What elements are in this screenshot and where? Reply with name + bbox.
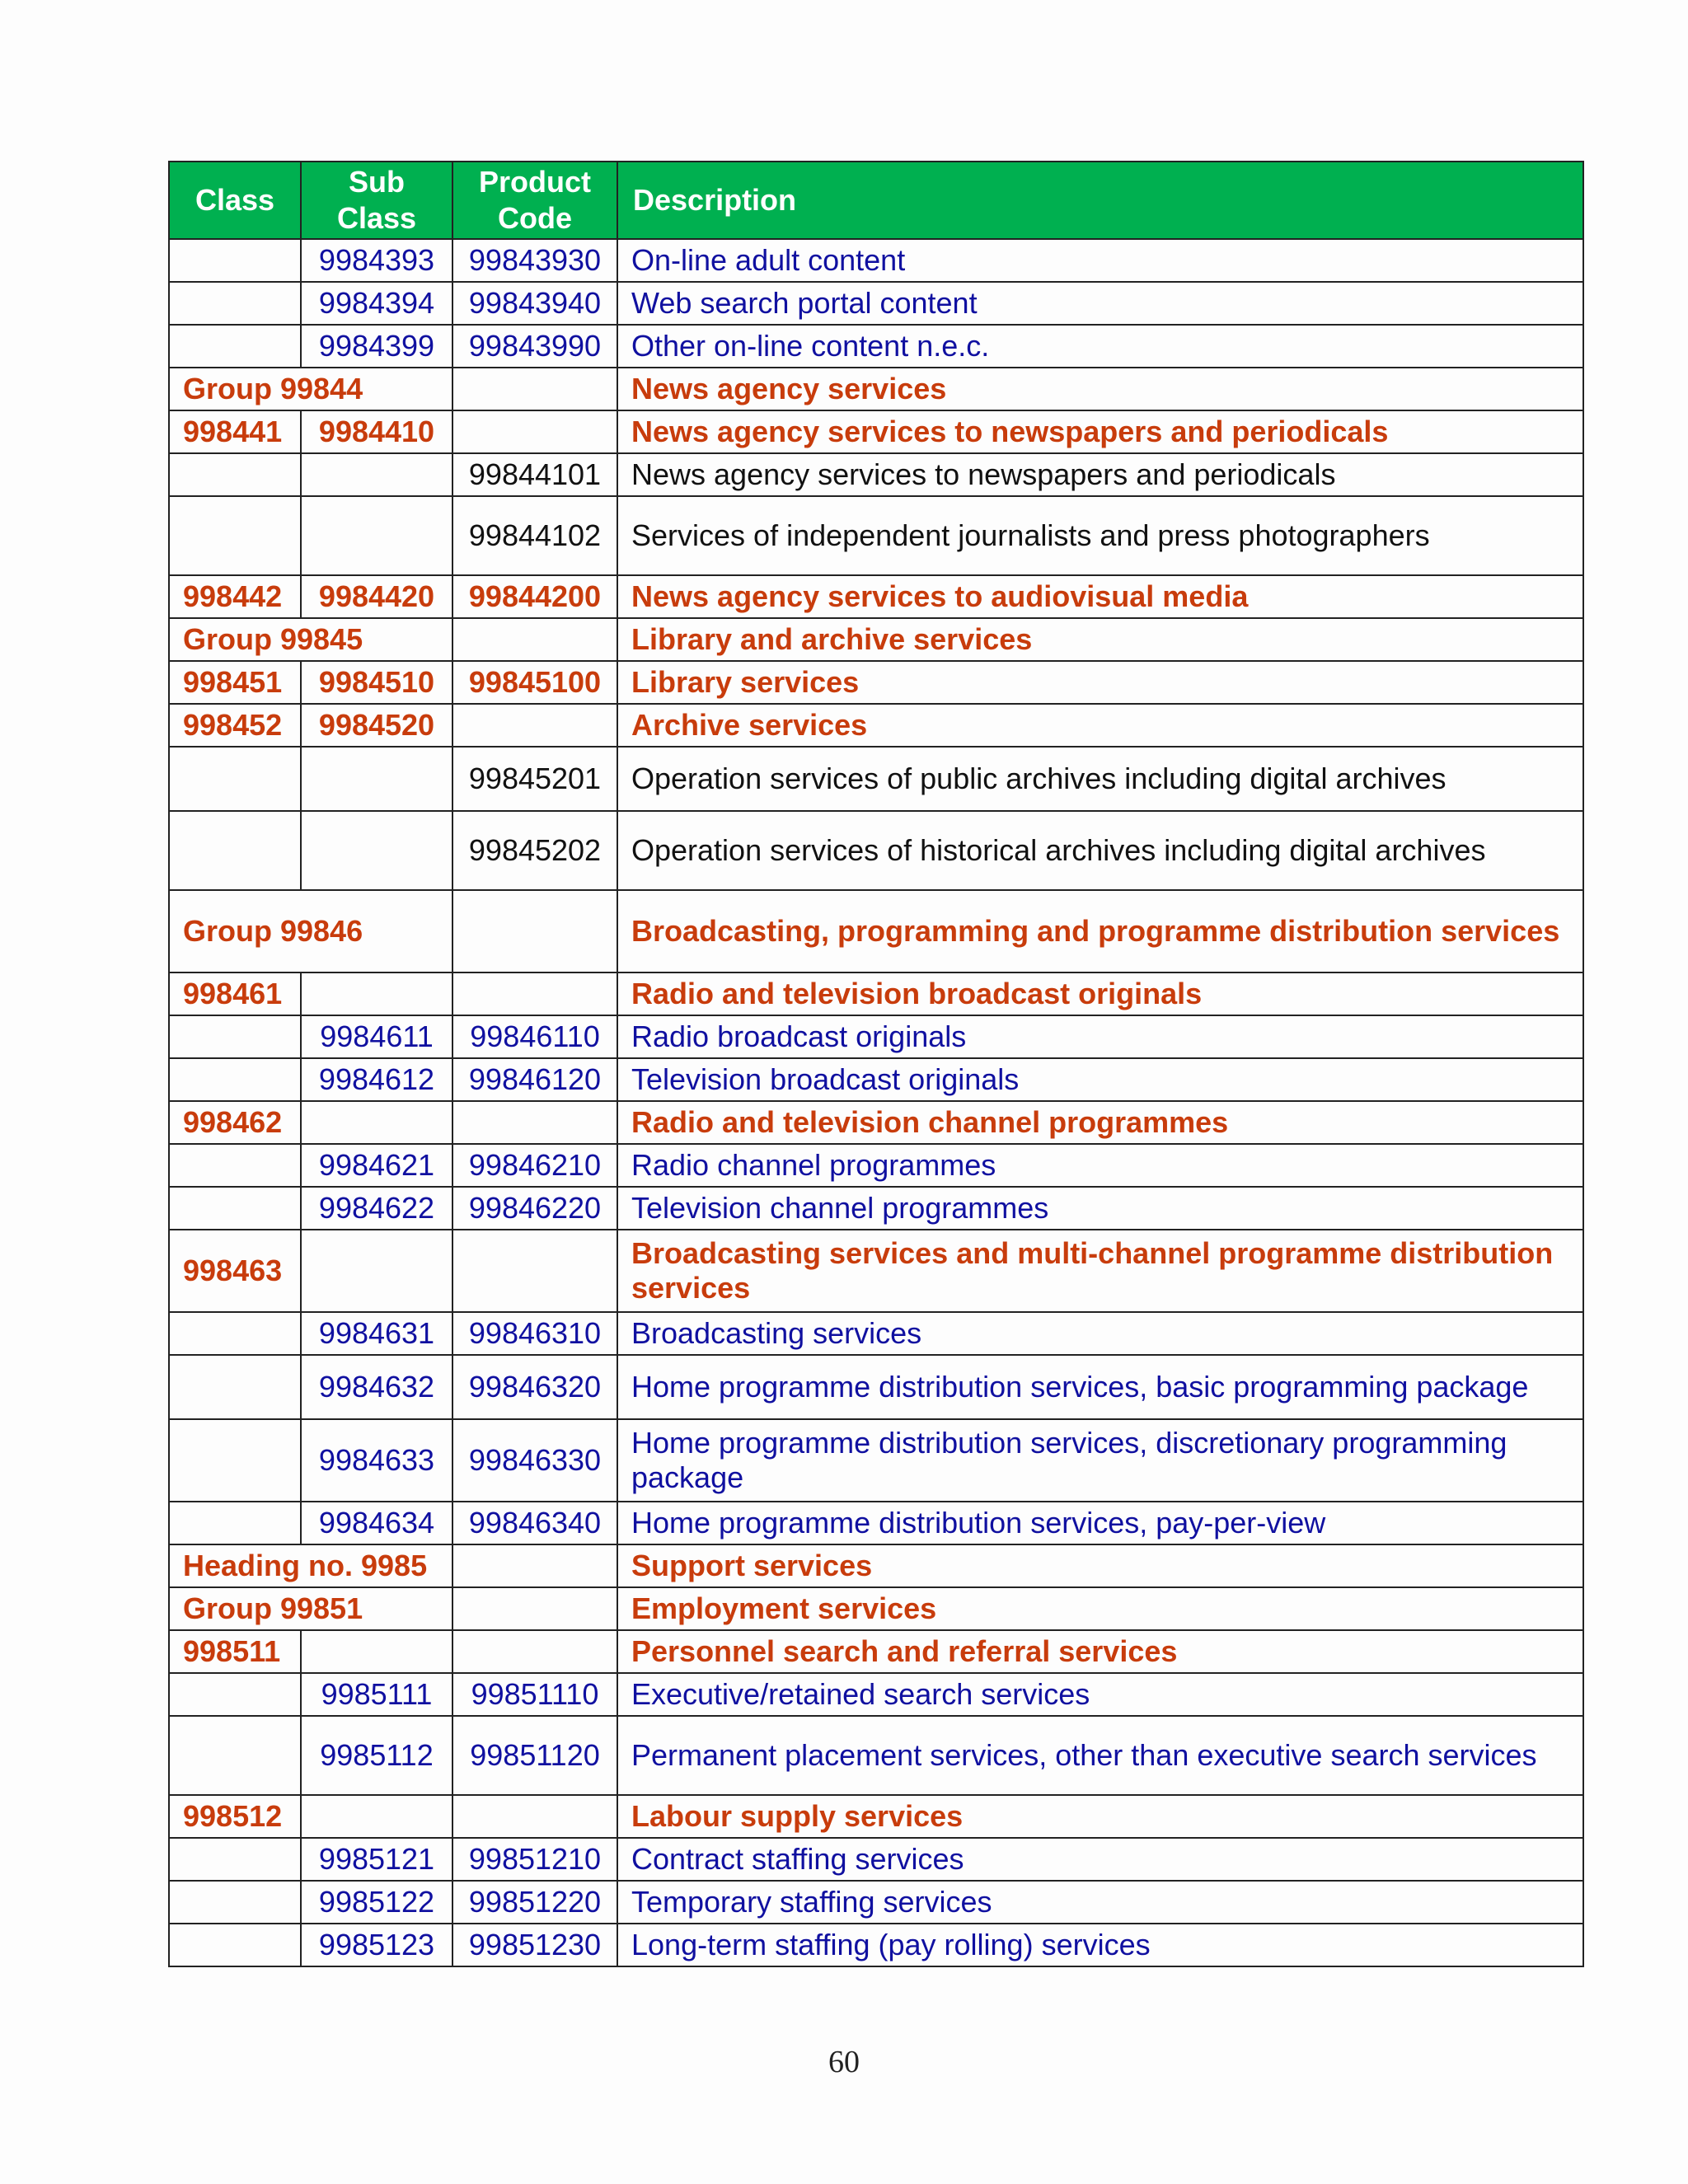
header-sub-class: Sub Class xyxy=(301,162,452,239)
cell-class: 998452 xyxy=(169,704,301,747)
cell-product-code xyxy=(452,1795,617,1838)
table-row xyxy=(169,1144,1583,1187)
table-row xyxy=(169,410,1583,453)
table-row xyxy=(169,1015,1583,1058)
cell-class xyxy=(169,282,301,325)
table-row xyxy=(169,239,1583,282)
cell-product-code: 99851210 xyxy=(452,1838,617,1881)
table-row xyxy=(169,575,1583,618)
table-row xyxy=(169,747,1583,811)
cell-sub-class: 9984621 xyxy=(301,1144,452,1187)
cell-class xyxy=(169,1187,301,1230)
cell-product-code: 99846330 xyxy=(452,1419,617,1502)
cell-class xyxy=(169,325,301,368)
cell-description: Broadcasting services xyxy=(617,1312,1583,1355)
cell-sub-class: 9984633 xyxy=(301,1419,452,1502)
table-row xyxy=(169,1355,1583,1419)
cell-product-code: 99843930 xyxy=(452,239,617,282)
cell-product-code xyxy=(452,890,617,972)
cell-sub-class: 9984634 xyxy=(301,1502,452,1544)
cell-product-code xyxy=(452,972,617,1015)
table-row xyxy=(169,1924,1583,1966)
cell-product-code xyxy=(452,1544,617,1587)
table-row xyxy=(169,618,1583,661)
cell-product-code xyxy=(452,704,617,747)
table-row xyxy=(169,661,1583,704)
cell-product-code: 99845100 xyxy=(452,661,617,704)
cell-description: Personnel search and referral services xyxy=(617,1630,1583,1673)
table-row xyxy=(169,1673,1583,1716)
cell-class xyxy=(169,1502,301,1544)
cell-class: 998441 xyxy=(169,410,301,453)
cell-product-code: 99846320 xyxy=(452,1355,617,1419)
cell-class: 998462 xyxy=(169,1101,301,1144)
table-row xyxy=(169,282,1583,325)
table-row xyxy=(169,890,1583,972)
cell-sub-class: 9985121 xyxy=(301,1838,452,1881)
cell-description: Permanent placement services, other than executive search services xyxy=(617,1716,1583,1795)
table-row xyxy=(169,1795,1583,1838)
cell-class xyxy=(169,1924,301,1966)
cell-sub-class xyxy=(301,1230,452,1312)
cell-group-label: Group 99846 xyxy=(169,890,452,972)
cell-sub-class: 9984393 xyxy=(301,239,452,282)
cell-description: Temporary staffing services xyxy=(617,1881,1583,1924)
cell-description: News agency services to audiovisual media xyxy=(617,575,1583,618)
cell-product-code xyxy=(452,1587,617,1630)
table-row xyxy=(169,1187,1583,1230)
cell-product-code xyxy=(452,1101,617,1144)
cell-description: Broadcasting, programming and programme distribution services xyxy=(617,890,1583,972)
cell-description: Support services xyxy=(617,1544,1583,1587)
cell-product-code: 99846310 xyxy=(452,1312,617,1355)
table-row xyxy=(169,1502,1583,1544)
cell-sub-class: 9984612 xyxy=(301,1058,452,1101)
cell-class xyxy=(169,811,301,890)
cell-description: News agency services xyxy=(617,368,1583,410)
cell-description: Contract staffing services xyxy=(617,1838,1583,1881)
cell-product-code: 99845201 xyxy=(452,747,617,811)
cell-description: Radio broadcast originals xyxy=(617,1015,1583,1058)
cell-sub-class xyxy=(301,972,452,1015)
cell-class: 998442 xyxy=(169,575,301,618)
table-row xyxy=(169,1838,1583,1881)
cell-product-code: 99851220 xyxy=(452,1881,617,1924)
cell-description: Executive/retained search services xyxy=(617,1673,1583,1716)
cell-product-code: 99846220 xyxy=(452,1187,617,1230)
cell-description: Web search portal content xyxy=(617,282,1583,325)
cell-class: 998463 xyxy=(169,1230,301,1312)
cell-description: Employment services xyxy=(617,1587,1583,1630)
cell-class xyxy=(169,1144,301,1187)
cell-description: News agency services to newspapers and periodicals xyxy=(617,453,1583,496)
table-row xyxy=(169,1058,1583,1101)
cell-description: Home programme distribution services, pay-per-view xyxy=(617,1502,1583,1544)
cell-product-code: 99851120 xyxy=(452,1716,617,1795)
table-row xyxy=(169,1587,1583,1630)
cell-sub-class: 9984631 xyxy=(301,1312,452,1355)
cell-sub-class: 9984611 xyxy=(301,1015,452,1058)
cell-class: 998461 xyxy=(169,972,301,1015)
cell-product-code: 99846110 xyxy=(452,1015,617,1058)
table-row xyxy=(169,1881,1583,1924)
cell-group-label: Heading no. 9985 xyxy=(169,1544,452,1587)
table-row xyxy=(169,1419,1583,1502)
table-row xyxy=(169,1544,1583,1587)
cell-product-code: 99846120 xyxy=(452,1058,617,1101)
cell-sub-class: 9984420 xyxy=(301,575,452,618)
cell-class: 998451 xyxy=(169,661,301,704)
cell-description: Archive services xyxy=(617,704,1583,747)
cell-product-code: 99851230 xyxy=(452,1924,617,1966)
cell-sub-class: 9984399 xyxy=(301,325,452,368)
cell-class: 998511 xyxy=(169,1630,301,1673)
cell-product-code: 99844102 xyxy=(452,496,617,575)
cell-description: Library services xyxy=(617,661,1583,704)
cell-product-code: 99846340 xyxy=(452,1502,617,1544)
cell-sub-class xyxy=(301,496,452,575)
cell-sub-class: 9984394 xyxy=(301,282,452,325)
cell-product-code: 99843940 xyxy=(452,282,617,325)
cell-description: Television channel programmes xyxy=(617,1187,1583,1230)
cell-class xyxy=(169,747,301,811)
cell-product-code xyxy=(452,410,617,453)
cell-class xyxy=(169,1355,301,1419)
cell-description: Home programme distribution services, basic programming package xyxy=(617,1355,1583,1419)
cell-description: Television broadcast originals xyxy=(617,1058,1583,1101)
table-row xyxy=(169,704,1583,747)
cell-sub-class xyxy=(301,811,452,890)
cell-product-code: 99845202 xyxy=(452,811,617,890)
cell-sub-class: 9984510 xyxy=(301,661,452,704)
table-row xyxy=(169,496,1583,575)
cell-group-label: Group 99844 xyxy=(169,368,452,410)
cell-description: Library and archive services xyxy=(617,618,1583,661)
cell-sub-class: 9985123 xyxy=(301,1924,452,1966)
header-description: Description xyxy=(617,162,1583,239)
cell-product-code xyxy=(452,618,617,661)
header-product-code: Product Code xyxy=(452,162,617,239)
cell-product-code: 99846210 xyxy=(452,1144,617,1187)
cell-product-code xyxy=(452,1630,617,1673)
table-row xyxy=(169,453,1583,496)
cell-description: Long-term staffing (pay rolling) services xyxy=(617,1924,1583,1966)
cell-class: 998512 xyxy=(169,1795,301,1838)
table-row xyxy=(169,1630,1583,1673)
cell-sub-class: 9984632 xyxy=(301,1355,452,1419)
cell-class xyxy=(169,1015,301,1058)
cell-sub-class: 9985111 xyxy=(301,1673,452,1716)
cell-description: Operation services of public archives including digital archives xyxy=(617,747,1583,811)
cell-class xyxy=(169,1881,301,1924)
cell-description: Home programme distribution services, discretionary programming package xyxy=(617,1419,1583,1502)
cell-description: Broadcasting services and multi-channel programme distribution services xyxy=(617,1230,1583,1312)
cell-class xyxy=(169,239,301,282)
cell-product-code xyxy=(452,1230,617,1312)
table-row xyxy=(169,811,1583,890)
cell-group-label: Group 99851 xyxy=(169,1587,452,1630)
classification-table xyxy=(168,161,1584,1967)
cell-sub-class xyxy=(301,453,452,496)
cell-description: Other on-line content n.e.c. xyxy=(617,325,1583,368)
cell-class xyxy=(169,1716,301,1795)
cell-product-code: 99844101 xyxy=(452,453,617,496)
table-row xyxy=(169,368,1583,410)
cell-sub-class: 9985122 xyxy=(301,1881,452,1924)
cell-class xyxy=(169,453,301,496)
cell-sub-class: 9984410 xyxy=(301,410,452,453)
cell-product-code: 99843990 xyxy=(452,325,617,368)
table-row xyxy=(169,972,1583,1015)
cell-sub-class: 9984520 xyxy=(301,704,452,747)
cell-class xyxy=(169,496,301,575)
table-row xyxy=(169,325,1583,368)
cell-sub-class xyxy=(301,747,452,811)
cell-description: Operation services of historical archives including digital archives xyxy=(617,811,1583,890)
table-header-row xyxy=(169,162,1583,239)
cell-sub-class xyxy=(301,1630,452,1673)
page-number: 60 xyxy=(828,2045,860,2079)
cell-sub-class: 9984622 xyxy=(301,1187,452,1230)
cell-product-code: 99851110 xyxy=(452,1673,617,1716)
cell-description: Labour supply services xyxy=(617,1795,1583,1838)
cell-description: Services of independent journalists and press photographers xyxy=(617,496,1583,575)
header-class: Class xyxy=(169,162,301,239)
cell-product-code: 99844200 xyxy=(452,575,617,618)
cell-description: Radio and television channel programmes xyxy=(617,1101,1583,1144)
cell-class xyxy=(169,1838,301,1881)
cell-class xyxy=(169,1419,301,1502)
cell-description: Radio channel programmes xyxy=(617,1144,1583,1187)
cell-description: On-line adult content xyxy=(617,239,1583,282)
cell-class xyxy=(169,1058,301,1101)
table-row xyxy=(169,1230,1583,1312)
cell-description: News agency services to newspapers and periodicals xyxy=(617,410,1583,453)
cell-sub-class xyxy=(301,1795,452,1838)
cell-product-code xyxy=(452,368,617,410)
table-row xyxy=(169,1101,1583,1144)
cell-sub-class: 9985112 xyxy=(301,1716,452,1795)
cell-sub-class xyxy=(301,1101,452,1144)
table-row xyxy=(169,1312,1583,1355)
cell-class xyxy=(169,1312,301,1355)
cell-class xyxy=(169,1673,301,1716)
cell-description: Radio and television broadcast originals xyxy=(617,972,1583,1015)
table-body xyxy=(169,239,1583,1966)
cell-group-label: Group 99845 xyxy=(169,618,452,661)
table-row xyxy=(169,1716,1583,1795)
